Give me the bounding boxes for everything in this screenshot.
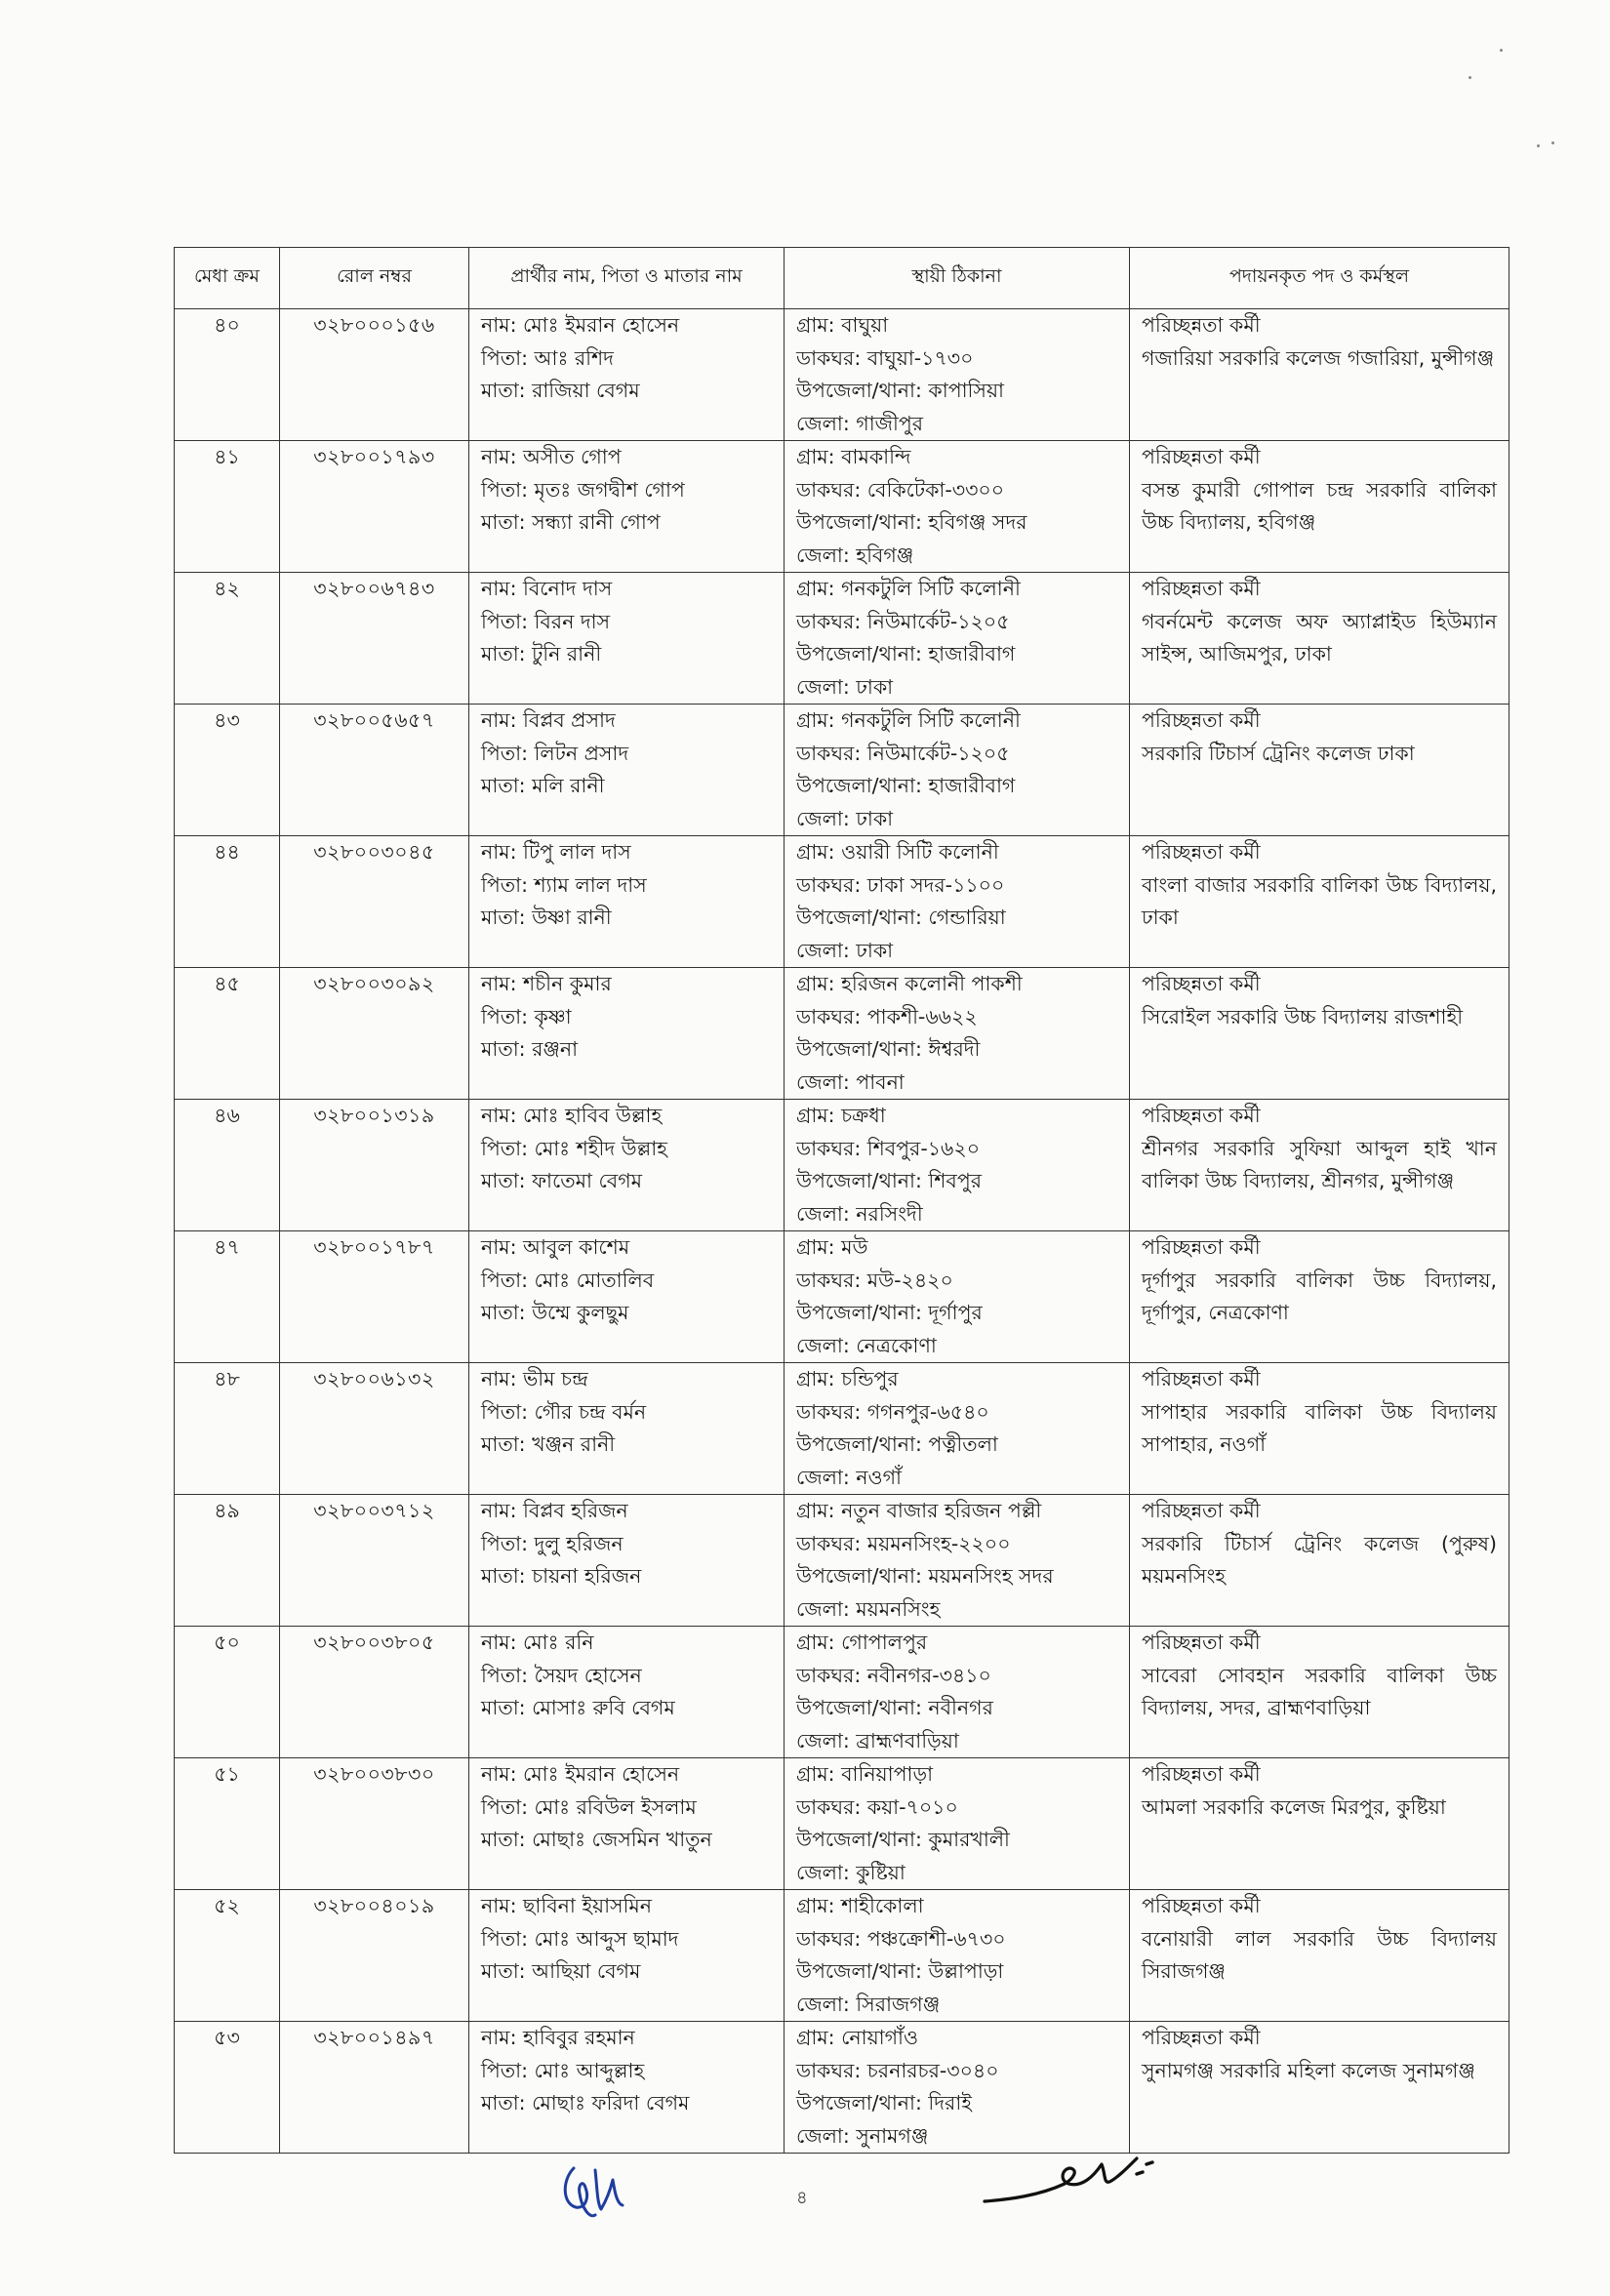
address-post-office: ডাকঘর: ময়মনসিংহ-২২০০	[796, 1531, 1011, 1555]
posting-position: পরিচ্ছন্নতা কর্মী	[1142, 1499, 1261, 1522]
mother-name: মাতা: আছিয়া বেগম	[481, 1959, 641, 1983]
roll-number: ৩২৮০০৬১৩২	[280, 1363, 469, 1495]
merit-serial: ৪৬	[175, 1100, 280, 1231]
table-row	[175, 573, 1509, 705]
mother-name: মাতা: চায়না হরিজন	[481, 1564, 642, 1588]
address-district: জেলা: ব্রাহ্মণবাড়িয়া	[796, 1728, 959, 1752]
mother-name: মাতা: উম্মে কুলছুম	[481, 1301, 629, 1324]
table-row	[175, 1363, 1509, 1495]
posting-info	[1130, 836, 1509, 968]
merit-serial: ৪৩	[175, 705, 280, 836]
candidate-info	[469, 1100, 785, 1231]
roll-number: ৩২৮০০৬৭৪৩	[280, 573, 469, 705]
posting-info	[1130, 1890, 1509, 2022]
mother-name: মাতা: মোছাঃ ফরিদা বেগম	[481, 2091, 690, 2115]
scan-speck	[1500, 49, 1503, 52]
posting-workplace: বনোয়ারী লাল সরকারি উচ্চ বিদ্যালয় সিরাজগঞ্জ	[1142, 1926, 1497, 1983]
permanent-address	[785, 2022, 1130, 2154]
posting-workplace: সাপাহার সরকারি বালিকা উচ্চ বিদ্যালয় সাপাহার, নওগাঁ	[1142, 1399, 1497, 1456]
address-district: জেলা: নেত্রকোণা	[796, 1333, 937, 1357]
table-row	[175, 968, 1509, 1100]
address-post-office: ডাকঘর: বেকিটেকা-৩৩০০	[796, 477, 1005, 502]
candidate-name: নাম: বিপ্লব প্রসাদ	[481, 708, 616, 732]
permanent-address	[785, 1495, 1130, 1627]
posting-workplace: সিরোইল সরকারি উচ্চ বিদ্যালয় রাজশাহী	[1142, 1004, 1464, 1028]
address-upazila: উপজেলা/থানা: গেন্ডারিয়া	[796, 906, 1006, 929]
table-row	[175, 1100, 1509, 1231]
roll-number: ৩২৮০০৩৮০৫	[280, 1627, 469, 1758]
scan-speck	[1469, 76, 1471, 79]
mother-name: মাতা: মোছাঃ জেসমিন খাতুন	[481, 1828, 712, 1851]
father-name: পিতা: মোঃ রবিউল ইসলাম	[481, 1794, 697, 1819]
header-serial: মেধা ক্রম	[175, 248, 280, 309]
posting-position: পরিচ্ছন্নতা কর্মী	[1142, 972, 1261, 995]
table-row	[175, 309, 1509, 441]
posting-position: পরিচ্ছন্নতা কর্মী	[1142, 445, 1261, 468]
posting-position: পরিচ্ছন্নতা কর্মী	[1142, 1894, 1261, 1917]
roll-number: ৩২৮০০১৭৮৭	[280, 1231, 469, 1363]
posting-workplace: গজারিয়া সরকারি কলেজ গজারিয়া, মুন্সীগঞ্জ	[1142, 345, 1495, 370]
handwritten-signature	[981, 2145, 1166, 2213]
address-village: গ্রাম: বানিয়াপাড়া	[796, 1762, 934, 1786]
address-upazila: উপজেলা/থানা: হাজারীবাগ	[796, 774, 1016, 797]
roll-number: ৩২৮০০৩০৯২	[280, 968, 469, 1100]
address-post-office: ডাকঘর: শিবপুর-১৬২০	[796, 1136, 981, 1160]
merit-serial: ৪৮	[175, 1363, 280, 1495]
header-name: প্রার্থীর নাম, পিতা ও মাতার নাম	[469, 248, 785, 309]
candidate-info	[469, 705, 785, 836]
permanent-address	[785, 1627, 1130, 1758]
candidate-name: নাম: ভীম চন্দ্র	[481, 1367, 588, 1390]
posting-info	[1130, 1758, 1509, 1890]
roll-number: ৩২৮০০১৭৯৩	[280, 441, 469, 573]
posting-workplace: বসন্ত কুমারী গোপাল চন্দ্র সরকারি বালিকা উচ্চ বিদ্যালয়, হবিগঞ্জ	[1142, 477, 1497, 534]
posting-workplace: আমলা সরকারি কলেজ মিরপুর, কুষ্টিয়া	[1142, 1794, 1446, 1819]
posting-position: পরিচ্ছন্নতা কর্মী	[1142, 2026, 1261, 2049]
address-district: জেলা: নওগাঁ	[796, 1465, 903, 1489]
candidate-info	[469, 1890, 785, 2022]
merit-serial: ৫২	[175, 1890, 280, 2022]
permanent-address	[785, 309, 1130, 441]
mother-name: মাতা: উষ্ণা রানী	[481, 906, 612, 929]
posting-position: পরিচ্ছন্নতা কর্মী	[1142, 1104, 1261, 1127]
address-upazila: উপজেলা/থানা: উল্লাপাড়া	[796, 1959, 1004, 1983]
address-district: জেলা: ঢাকা	[796, 806, 894, 830]
address-post-office: ডাকঘর: বাঘুয়া-১৭৩০	[796, 345, 974, 370]
table-row	[175, 705, 1509, 836]
posting-position: পরিচ্ছন্নতা কর্মী	[1142, 577, 1261, 600]
address-upazila: উপজেলা/থানা: কুমারখালী	[796, 1828, 1010, 1851]
roll-number: ৩২৮০০১৪৯৭	[280, 2022, 469, 2154]
address-upazila: উপজেলা/থানা: দিরাই	[796, 2091, 972, 2115]
scan-speck	[1551, 141, 1554, 144]
candidate-name: নাম: মোঃ ইমরান হোসেন	[481, 313, 680, 337]
header-address: স্থায়ী ঠিকানা	[785, 248, 1130, 309]
merit-serial: ৪৫	[175, 968, 280, 1100]
address-post-office: ডাকঘর: গগনপুর-৬৫৪০	[796, 1399, 989, 1424]
address-district: জেলা: ঢাকা	[796, 938, 894, 962]
candidate-info	[469, 1231, 785, 1363]
father-name: পিতা: আঃ রশিদ	[481, 345, 614, 370]
address-district: জেলা: সুনামগঞ্জ	[796, 2123, 929, 2148]
address-upazila: উপজেলা/থানা: হাজারীবাগ	[796, 642, 1016, 665]
table-row	[175, 2022, 1509, 2154]
candidate-name: নাম: মোঃ হাবিব উল্লাহ	[481, 1104, 663, 1127]
roll-number: ৩২৮০০৪০১৯	[280, 1890, 469, 2022]
address-district: জেলা: হবিগঞ্জ	[796, 543, 914, 567]
candidate-info	[469, 1495, 785, 1627]
father-name: পিতা: মোঃ মোতালিব	[481, 1268, 655, 1292]
posting-info	[1130, 2022, 1509, 2154]
address-upazila: উপজেলা/থানা: শিবপুর	[796, 1169, 983, 1192]
address-village: গ্রাম: গনকটুলি সিটি কলোনী	[796, 577, 1021, 600]
candidate-info	[469, 2022, 785, 2154]
address-district: জেলা: পাবনা	[796, 1069, 905, 1094]
address-post-office: ডাকঘর: নবীনগর-৩৪১০	[796, 1663, 991, 1687]
father-name: পিতা: দুলু হরিজন	[481, 1531, 624, 1555]
table-row	[175, 441, 1509, 573]
mother-name: মাতা: মলি রানী	[481, 774, 605, 797]
address-post-office: ডাকঘর: চরনারচর-৩০৪০	[796, 2058, 999, 2082]
father-name: পিতা: মোঃ আব্দুস ছামাদ	[481, 1926, 679, 1951]
posting-info	[1130, 1231, 1509, 1363]
header-roll: রোল নম্বর	[280, 248, 469, 309]
candidate-info	[469, 1363, 785, 1495]
address-upazila: উপজেলা/থানা: ময়মনসিংহ সদর	[796, 1564, 1054, 1588]
address-upazila: উপজেলা/থানা: দূর্গাপুর	[796, 1301, 983, 1324]
address-upazila: উপজেলা/থানা: হবিগঞ্জ সদর	[796, 510, 1027, 534]
candidate-name: নাম: মোঃ রনি	[481, 1631, 594, 1654]
candidate-name: নাম: মোঃ ইমরান হোসেন	[481, 1762, 680, 1786]
posting-workplace: দূর্গাপুর সরকারি বালিকা উচ্চ বিদ্যালয়, দূর্গাপুর, নেত্রকোণা	[1142, 1268, 1497, 1324]
roll-number: ৩২৮০০৩৮৩০	[280, 1758, 469, 1890]
address-village: গ্রাম: নতুন বাজার হরিজন পল্লী	[796, 1499, 1042, 1522]
address-post-office: ডাকঘর: কয়া-৭০১০	[796, 1794, 958, 1819]
address-village: গ্রাম: মউ	[796, 1235, 868, 1259]
roll-number: ৩২৮০০৩০৪৫	[280, 836, 469, 968]
address-village: গ্রাম: বাঘুয়া	[796, 313, 889, 337]
address-village: গ্রাম: বামকান্দি	[796, 445, 911, 468]
permanent-address	[785, 1100, 1130, 1231]
header-posting: পদায়নকৃত পদ ও কর্মস্থল	[1130, 248, 1509, 309]
posting-workplace: সরকারি টিচার্স ট্রেনিং কলেজ ঢাকা	[1142, 741, 1415, 765]
address-district: জেলা: ঢাকা	[796, 674, 894, 699]
address-village: গ্রাম: গনকটুলি সিটি কলোনী	[796, 708, 1021, 732]
candidate-name: নাম: টিপু লাল দাস	[481, 840, 631, 864]
address-district: জেলা: কুষ্টিয়া	[796, 1860, 906, 1884]
candidate-info	[469, 1627, 785, 1758]
candidate-name: নাম: অসীত গোপ	[481, 445, 622, 468]
posting-info	[1130, 441, 1509, 573]
posting-info	[1130, 309, 1509, 441]
merit-serial: ৫০	[175, 1627, 280, 1758]
posting-workplace: সুনামগঞ্জ সরকারি মহিলা কলেজ সুনামগঞ্জ	[1142, 2058, 1475, 2082]
address-post-office: ডাকঘর: ঢাকা সদর-১১০০	[796, 872, 1005, 897]
father-name: পিতা: কৃষ্ণা	[481, 1004, 572, 1028]
posting-position: পরিচ্ছন্নতা কর্মী	[1142, 840, 1261, 864]
merit-serial: ৫১	[175, 1758, 280, 1890]
address-post-office: ডাকঘর: পঞ্চক্রোশী-৬৭৩০	[796, 1926, 1006, 1951]
address-district: জেলা: গাজীপুর	[796, 411, 924, 435]
merit-list-table	[174, 247, 1509, 2154]
address-upazila: উপজেলা/থানা: পত্নীতলা	[796, 1432, 998, 1456]
posting-workplace: সরকারি টিচার্স ট্রেনিং কলেজ (পুরুষ) ময়মনসিংহ	[1142, 1531, 1497, 1588]
address-district: জেলা: ময়মনসিংহ	[796, 1596, 941, 1621]
candidate-info	[469, 441, 785, 573]
merit-serial: ৪৭	[175, 1231, 280, 1363]
candidate-name: নাম: বিনোদ দাস	[481, 577, 613, 600]
candidate-name: নাম: হাবিবুর রহমান	[481, 2026, 635, 2049]
father-name: পিতা: মোঃ শহীদ উল্লাহ	[481, 1136, 667, 1160]
table-row	[175, 1495, 1509, 1627]
mother-name: মাতা: মোসাঃ রুবি বেগম	[481, 1696, 675, 1719]
mother-name: মাতা: খঞ্জন রানী	[481, 1432, 616, 1456]
permanent-address	[785, 1363, 1130, 1495]
posting-info	[1130, 573, 1509, 705]
posting-info	[1130, 1495, 1509, 1627]
address-village: গ্রাম: চন্ডিপুর	[796, 1367, 899, 1390]
address-upazila: উপজেলা/থানা: কাপাসিয়া	[796, 379, 1004, 402]
father-name: পিতা: মৃতঃ জগদ্বীশ গোপ	[481, 477, 685, 502]
roll-number: ৩২৮০০০১৫৬	[280, 309, 469, 441]
address-post-office: ডাকঘর: পাকশী-৬৬২২	[796, 1004, 978, 1028]
merit-serial: ৫৩	[175, 2022, 280, 2154]
merit-serial: ৪২	[175, 573, 280, 705]
permanent-address	[785, 441, 1130, 573]
permanent-address	[785, 705, 1130, 836]
candidate-info	[469, 573, 785, 705]
posting-info	[1130, 968, 1509, 1100]
mother-name: মাতা: সন্ধ্যা রানী গোপ	[481, 510, 661, 534]
merit-serial: ৪৯	[175, 1495, 280, 1627]
posting-position: পরিচ্ছন্নতা কর্মী	[1142, 1367, 1261, 1390]
table-row	[175, 1890, 1509, 2022]
table-row	[175, 836, 1509, 968]
address-village: গ্রাম: চক্রধা	[796, 1104, 886, 1127]
address-village: গ্রাম: নোয়াগাঁও	[796, 2026, 919, 2049]
permanent-address	[785, 968, 1130, 1100]
permanent-address	[785, 573, 1130, 705]
permanent-address	[785, 1231, 1130, 1363]
roll-number: ৩২৮০০১৩১৯	[280, 1100, 469, 1231]
posting-position: পরিচ্ছন্নতা কর্মী	[1142, 1762, 1261, 1786]
posting-workplace: বাংলা বাজার সরকারি বালিকা উচ্চ বিদ্যালয়, ঢাকা	[1142, 872, 1497, 929]
address-upazila: উপজেলা/থানা: নবীনগর	[796, 1696, 993, 1719]
address-post-office: ডাকঘর: নিউমার্কেট-১২০৫	[796, 741, 1010, 765]
merit-serial: ৪৪	[175, 836, 280, 968]
address-village: গ্রাম: শাহীকোলা	[796, 1894, 924, 1917]
posting-info	[1130, 1627, 1509, 1758]
father-name: পিতা: গৌর চন্দ্র বর্মন	[481, 1399, 647, 1424]
mother-name: মাতা: টুনি রানী	[481, 642, 602, 665]
candidate-info	[469, 968, 785, 1100]
address-village: গ্রাম: ওয়ারী সিটি কলোনী	[796, 840, 999, 864]
roll-number: ৩২৮০০৫৬৫৭	[280, 705, 469, 836]
address-post-office: ডাকঘর: নিউমার্কেট-১২০৫	[796, 609, 1010, 633]
merit-serial: ৪০	[175, 309, 280, 441]
posting-position: পরিচ্ছন্নতা কর্মী	[1142, 1235, 1261, 1259]
father-name: পিতা: মোঃ আব্দুল্লাহ	[481, 2058, 645, 2082]
candidate-info	[469, 1758, 785, 1890]
posting-info	[1130, 705, 1509, 836]
candidate-info	[469, 836, 785, 968]
mother-name: মাতা: রাজিয়া বেগম	[481, 379, 640, 402]
address-post-office: ডাকঘর: মউ-২৪২০	[796, 1268, 953, 1292]
candidate-info	[469, 309, 785, 441]
permanent-address	[785, 1758, 1130, 1890]
posting-workplace: শ্রীনগর সরকারি সুফিয়া আব্দুল হাই খান বালিকা উচ্চ বিদ্যালয়, শ্রীনগর, মুন্সীগঞ্জ	[1142, 1136, 1497, 1192]
handwritten-initial-signature	[556, 2158, 634, 2227]
father-name: পিতা: লিটন প্রসাদ	[481, 741, 629, 765]
scan-speck	[1537, 144, 1540, 147]
candidate-name: নাম: ছাবিনা ইয়াসমিন	[481, 1894, 653, 1917]
posting-workplace: সাবেরা সোবহান সরকারি বালিকা উচ্চ বিদ্যালয়, সদর, ব্রাহ্মণবাড়িয়া	[1142, 1663, 1497, 1719]
address-district: জেলা: সিরাজগঞ্জ	[796, 1992, 941, 2016]
posting-workplace: গবর্নমেন্ট কলেজ অফ অ্যাপ্লাইড হিউম্যান সাইন্স, আজিমপুর, ঢাকা	[1142, 609, 1497, 665]
candidate-name: নাম: শচীন কুমার	[481, 972, 612, 995]
posting-position: পরিচ্ছন্নতা কর্মী	[1142, 313, 1261, 337]
mother-name: মাতা: ফাতেমা বেগম	[481, 1169, 643, 1192]
posting-position: পরিচ্ছন্নতা কর্মী	[1142, 708, 1261, 732]
table-row	[175, 1627, 1509, 1758]
posting-position: পরিচ্ছন্নতা কর্মী	[1142, 1631, 1261, 1654]
father-name: পিতা: সৈয়দ হোসেন	[481, 1663, 642, 1687]
father-name: পিতা: বিরন দাস	[481, 609, 611, 633]
merit-serial: ৪১	[175, 441, 280, 573]
address-village: গ্রাম: গোপালপুর	[796, 1631, 928, 1654]
address-district: জেলা: নরসিংদী	[796, 1201, 923, 1226]
posting-info	[1130, 1363, 1509, 1495]
roll-number: ৩২৮০০৩৭১২	[280, 1495, 469, 1627]
candidate-name: নাম: আবুল কাশেম	[481, 1235, 630, 1259]
address-upazila: উপজেলা/থানা: ঈশ্বরদী	[796, 1037, 981, 1061]
mother-name: মাতা: রঞ্জনা	[481, 1037, 579, 1061]
father-name: পিতা: শ্যাম লাল দাস	[481, 872, 647, 897]
page-number: ৪	[796, 2188, 808, 2208]
permanent-address	[785, 1890, 1130, 2022]
table-row	[175, 1758, 1509, 1890]
posting-info	[1130, 1100, 1509, 1231]
table-body	[175, 309, 1509, 2154]
permanent-address	[785, 836, 1130, 968]
candidate-name: নাম: বিপ্লব হরিজন	[481, 1499, 628, 1522]
table-header	[175, 248, 1509, 309]
address-village: গ্রাম: হরিজন কলোনী পাকশী	[796, 972, 1023, 995]
table-row	[175, 1231, 1509, 1363]
